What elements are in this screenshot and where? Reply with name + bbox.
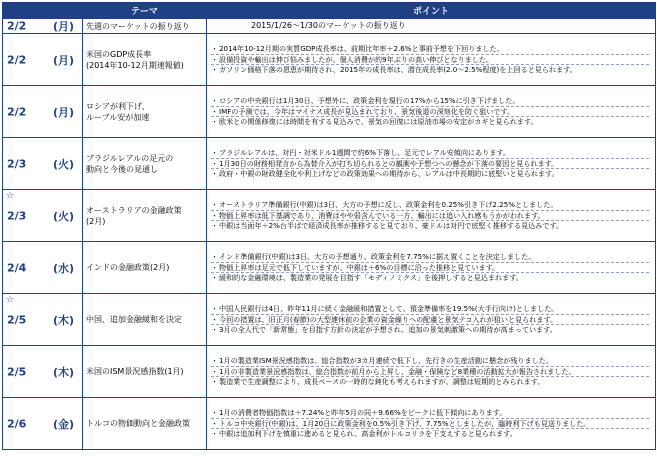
- table-row: [3, 242, 656, 294]
- header-theme: テーマ: [83, 3, 207, 19]
- bullet-icon: ・: [211, 408, 219, 418]
- theme-text: 中国、追加金融緩和を決定: [86, 315, 182, 324]
- bullet-icon: ・: [211, 314, 219, 324]
- point-item: [211, 356, 649, 367]
- theme-text: トルコの物価動向と金融政策: [86, 419, 190, 428]
- point-text: トルコ中央銀行(中銀)は、1月20日に政策金利を0.5%引き下げ、7.75%としましたが、臨時利下げも見送りました。: [219, 418, 591, 428]
- point-item: [211, 377, 649, 387]
- point-text: IMFの予測では、今年はマイナス成長が見込まれており、景気後退の深刻化を防ぐ狙いです。: [219, 106, 515, 116]
- theme-text: (2014年10-12月期速報値): [86, 60, 184, 70]
- bullet-icon: ・: [211, 106, 219, 116]
- theme-text: オーストラリアの金融政策: [86, 205, 182, 215]
- theme-cell: [83, 398, 207, 450]
- point-text: 緩和的な金融環境は、製造業の発展を目指す「モディノミクス」を後押しすると見込まれます。: [219, 273, 523, 283]
- table-row: [3, 398, 656, 450]
- date-label: 2/2: [7, 19, 27, 33]
- date-label: 2/5: [7, 313, 27, 326]
- theme-text: インドの金融政策(2月): [86, 263, 170, 272]
- point-text: 今回の措置は、旧正月(春節)の大型連休前の企業の資金繰りへの配慮と景気テコ入れが狙いと見られます。: [219, 314, 558, 324]
- table-row: [3, 19, 656, 34]
- report-grid: [2, 2, 656, 450]
- bullet-icon: ・: [211, 273, 219, 283]
- point-item: [211, 107, 649, 118]
- point-text: 3月の全人代で「新常態」を目指す方針の決定が予想され、追加の景気刺激策への期待が高まっています。: [219, 325, 557, 335]
- point-item: [211, 419, 649, 430]
- point-text: 中国人民銀行は4日、昨年11月に続く金融緩和措置として、預金準備率を19.5%(大手行向け)としました。: [219, 304, 559, 314]
- point-item: [211, 315, 649, 326]
- point-item: [211, 408, 649, 419]
- point-text: ブラジルレアルは、対円・対米ドル1週間で約6%下落し、足元でレアル安傾向にあります。: [219, 148, 510, 158]
- theme-text: ブラジルレアルの足元の: [86, 153, 174, 163]
- date-cell: [3, 242, 83, 294]
- point-text: 製造業で生産調整により、成長ペースの一時的な鈍化も考えられますが、調整は短期的とみられます。: [219, 377, 545, 387]
- star-icon: ☆: [6, 295, 15, 305]
- theme-text: (2月): [86, 216, 106, 226]
- weekday-label: (火): [53, 209, 75, 223]
- point-item: [211, 117, 649, 127]
- date-cell: [3, 294, 83, 346]
- point-item: [211, 211, 649, 222]
- bullet-icon: ・: [211, 356, 219, 366]
- point-text: ロシアの中央銀行は1月30日、予想外に、政策金利を現行の17%から15%に引き下げました。: [219, 96, 520, 106]
- date-cell: [3, 138, 83, 190]
- bullet-icon: ・: [211, 44, 219, 54]
- point-item: [211, 429, 649, 439]
- point-text: 政府・中銀の財政健全化や利上げなどの政策効果への期待から、レアルは中長期的に底堅いと見られます。: [219, 169, 559, 179]
- point-item: [211, 21, 649, 31]
- table-row: [3, 138, 656, 190]
- table-row: [3, 34, 656, 86]
- date-label: 2/2: [7, 105, 27, 118]
- point-item: [211, 273, 649, 283]
- bullet-icon: ・: [211, 117, 219, 127]
- bullet-icon: ・: [211, 96, 219, 106]
- date-cell: [3, 34, 83, 86]
- point-text: オーストラリア準備銀行(中銀)は3日、大方の予想に反し、政策金利を0.25%引き下げ2.25%としました。: [219, 200, 558, 210]
- star-icon: ☆: [6, 191, 15, 201]
- bullet-icon: ・: [211, 54, 219, 64]
- point-text: ガソリン価格下落の恩恵が期待され、2015年の成長率は、潜在成長率(2.0～2.5%程度)を上回ると見られます。: [219, 65, 577, 75]
- date-cell: [3, 398, 83, 450]
- date-label: 2/4: [7, 261, 27, 274]
- theme-cell: [83, 294, 207, 346]
- theme-text: 米国のGDP成長率: [86, 49, 152, 59]
- point-item: [211, 169, 649, 179]
- theme-text: ロシアが利下げ、: [86, 101, 150, 111]
- date-cell: [3, 190, 83, 242]
- point-item: [211, 252, 649, 263]
- theme-text: 先週のマーケットの振り返り: [86, 21, 190, 31]
- point-text: 欧米との関係修復には時間を有する見込みで、景気の回復には原油市場の安定がカギと見られます。: [219, 117, 538, 127]
- bullet-icon: ・: [211, 429, 219, 439]
- table-row: [3, 86, 656, 138]
- bullet-icon: ・: [211, 418, 219, 428]
- point-item: [211, 221, 649, 231]
- point-item: [211, 263, 649, 274]
- weekday-label: (月): [53, 53, 75, 67]
- table-row: [3, 346, 656, 398]
- weekday-label: (木): [53, 313, 75, 327]
- bullet-icon: ・: [211, 200, 219, 210]
- bullet-icon: ・: [211, 304, 219, 314]
- point-cell: [207, 242, 656, 294]
- date-cell: [3, 19, 83, 34]
- point-text: 中銀は当面年＋2%台半ばで経済成長率が推移すると見ており、豪ドルは対円で底堅く推移する見込みです。: [219, 221, 564, 231]
- point-item: [211, 200, 649, 211]
- weekday-label: (木): [53, 365, 75, 379]
- point-item: [211, 148, 649, 159]
- point-cell: [207, 138, 656, 190]
- point-text: 1月の製造業ISM景況感指数は、総合指数が3カ月連続で低下し、先行きの生産活動に懸念が残りました。: [219, 356, 553, 366]
- point-cell: [207, 398, 656, 450]
- weekday-label: (金): [53, 417, 75, 431]
- point-text: 物価上昇率は足元で低下していますが、中銀は＋6%の目標に沿った推移と見ています。: [219, 262, 500, 272]
- bullet-icon: ・: [211, 377, 219, 387]
- weekday-label: (月): [53, 20, 75, 33]
- weekday-label: (月): [53, 105, 75, 119]
- point-item: [211, 325, 649, 335]
- weekday-label: (水): [53, 261, 75, 275]
- point-cell: [207, 294, 656, 346]
- date-label: 2/3: [7, 157, 27, 170]
- date-cell: [3, 86, 83, 138]
- header-point: ポイント: [207, 3, 656, 19]
- header-row: [3, 3, 656, 19]
- point-text: 中銀は追加利下げを慎重に進めると見られ、高金利がトルコリラを下支えすると見られます。: [219, 429, 517, 439]
- bullet-icon: ・: [211, 252, 219, 262]
- point-item: [211, 159, 649, 170]
- date-label: 2/3: [7, 209, 27, 222]
- bullet-icon: ・: [211, 325, 219, 335]
- bullet-icon: ・: [211, 366, 219, 376]
- theme-cell: [83, 34, 207, 86]
- bullet-icon: ・: [211, 210, 219, 220]
- theme-cell: [83, 242, 207, 294]
- point-item: [211, 44, 649, 55]
- point-text: 2015/1/26～1/30のマーケットの振り返り: [251, 21, 406, 31]
- weekday-label: (火): [53, 157, 75, 171]
- date-label: 2/5: [7, 365, 27, 378]
- point-text: 設備投資や輸出は伸び悩みましたが、個人消費が約9年ぶりの高い伸びとなりました。: [219, 54, 494, 64]
- table-row: [3, 294, 656, 346]
- point-cell: [207, 34, 656, 86]
- date-label: 2/6: [7, 417, 27, 430]
- point-text: 1月の消費者物価指数は＋7.24%と昨年5月の同＋9.66%をピークに低下傾向にあります。: [219, 408, 507, 418]
- theme-text: 米国のISM景況感指数(1月): [86, 367, 184, 376]
- bullet-icon: ・: [211, 169, 219, 179]
- point-item: [211, 96, 649, 107]
- report-body: [3, 19, 656, 450]
- point-text: 1月の非製造業景況感指数は、総合指数が前月から上昇し、金融・保険など8業種の活動拡大が報告されました。: [219, 366, 576, 376]
- theme-cell: [83, 138, 207, 190]
- date-label: 2/2: [7, 53, 27, 66]
- point-text: インド準備銀行(中銀)は3日、大方の予想通り、政策金利を7.75%に据え置くことを決定しました。: [219, 252, 536, 262]
- theme-cell: [83, 19, 207, 34]
- theme-text: ルーブル安が加速: [86, 112, 150, 122]
- theme-cell: [83, 346, 207, 398]
- table-row: [3, 190, 656, 242]
- point-cell: [207, 190, 656, 242]
- bullet-icon: ・: [211, 148, 219, 158]
- point-item: [211, 65, 649, 75]
- point-item: [211, 304, 649, 315]
- point-text: 物価上昇率は低下基調であり、消費はやや弱含んでいる一方、輸出には追い入れ感もうかがわれます。: [219, 210, 545, 220]
- point-item: [211, 55, 649, 66]
- bullet-icon: ・: [211, 65, 219, 75]
- theme-cell: [83, 190, 207, 242]
- bullet-icon: ・: [211, 221, 219, 231]
- theme-cell: [83, 86, 207, 138]
- theme-text: 動向と今後の見通し: [86, 164, 158, 174]
- bullet-icon: ・: [211, 262, 219, 272]
- bullet-icon: ・: [211, 158, 219, 168]
- point-cell: [207, 86, 656, 138]
- point-text: 1月30日の財務相発言から為替介入が打ち切られるとの観測や予想つへの懸念が下落の要因と見られます。: [219, 158, 559, 168]
- header-date-cell: [3, 3, 83, 19]
- date-cell: [3, 346, 83, 398]
- point-cell: [207, 19, 656, 34]
- point-cell: [207, 346, 656, 398]
- point-item: [211, 367, 649, 378]
- point-text: 2014年10-12月期の実質GDP成長率は、前期比年率＋2.6%と事前予想を下回りました。: [219, 44, 504, 54]
